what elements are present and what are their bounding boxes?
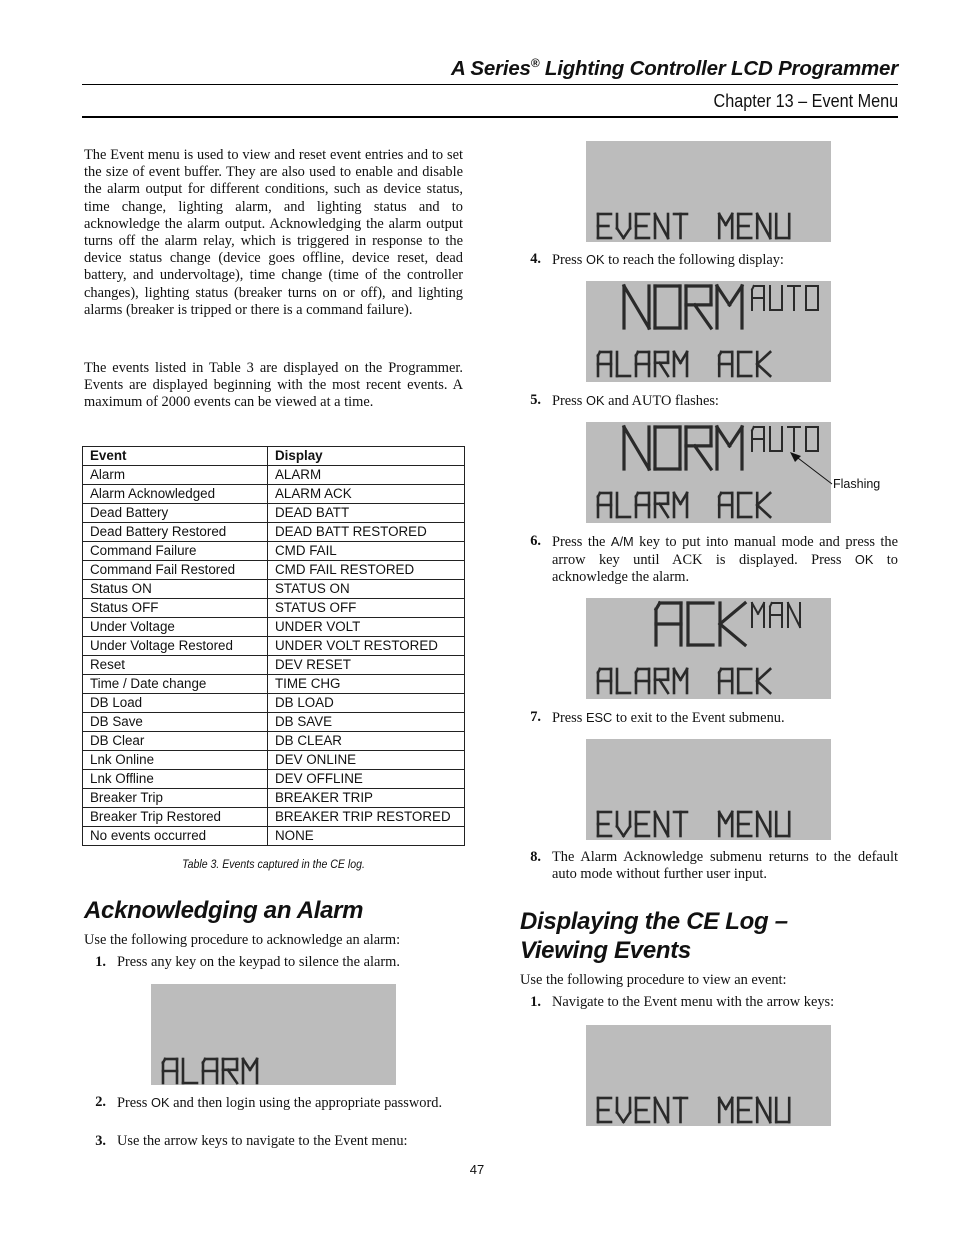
lcd-glyph-t	[674, 214, 687, 238]
table-caption: Table 3. Events captured in the CE log.	[182, 857, 365, 871]
flashing-pointer-arrow-icon	[780, 448, 836, 488]
lcd-glyph-o	[655, 427, 680, 469]
lcd-text-event-menu	[586, 141, 831, 242]
ack-intro: Use the following procedure to acknowledge an alarm:	[84, 932, 401, 948]
lcd-glyph-c	[738, 669, 751, 693]
lcd-glyph-a	[163, 1059, 177, 1083]
lcd-glyph-l	[617, 493, 630, 517]
lcd-glyph-n	[655, 1098, 668, 1122]
header-rule	[82, 84, 898, 85]
cell-event: Lnk Online	[83, 751, 268, 770]
header-rule-thick	[82, 116, 898, 118]
lcd-glyph-t	[788, 286, 800, 310]
table-row	[83, 732, 465, 751]
table-row	[83, 770, 465, 789]
table-row	[83, 561, 465, 580]
table-row	[83, 808, 465, 827]
cell-event: Status OFF	[83, 599, 268, 618]
celog-intro: Use the following procedure to view an event:	[520, 972, 787, 988]
lcd-display-ack-man	[586, 598, 831, 699]
lcd-glyph-a	[719, 352, 732, 376]
lcd-glyph-c	[688, 603, 713, 645]
cell-event: Command Fail Restored	[83, 561, 268, 580]
lcd-glyph-m	[674, 352, 687, 376]
lcd-glyph-k	[757, 669, 770, 693]
table-row	[83, 618, 465, 637]
cell-display: DEV RESET	[268, 656, 465, 675]
lcd-glyph-r	[223, 1059, 237, 1083]
table-row	[83, 675, 465, 694]
lcd-glyph-m	[243, 1059, 257, 1083]
lcd-glyph-u	[776, 214, 789, 238]
lcd-glyph-a	[636, 352, 649, 376]
table-row	[83, 637, 465, 656]
lcd-glyph-k	[757, 352, 770, 376]
lcd-glyph-n	[757, 214, 770, 238]
lcd-glyph-a	[598, 352, 611, 376]
cell-display: DB LOAD	[268, 694, 465, 713]
cell-event: No events occurred	[83, 827, 268, 846]
lcd-glyph-l	[617, 352, 630, 376]
cell-event: Status ON	[83, 580, 268, 599]
table-row	[83, 485, 465, 504]
lcd-glyph-m	[719, 812, 732, 836]
cell-display: STATUS ON	[268, 580, 465, 599]
cell-display: UNDER VOLT RESTORED	[268, 637, 465, 656]
lcd-glyph-n	[655, 214, 668, 238]
table-row	[83, 694, 465, 713]
lcd-glyph-r	[655, 352, 668, 376]
step-2: 2. Press OK and then login using the appropriate password.	[95, 1094, 443, 1111]
lcd-glyph-c	[738, 352, 751, 376]
lcd-glyph-m	[719, 1098, 732, 1122]
running-header-title: A Series® Lighting Controller LCD Programmer	[451, 56, 898, 80]
table-row	[83, 827, 465, 846]
lcd-glyph-e	[738, 214, 751, 238]
page-number: 47	[469, 1162, 485, 1177]
lcd-glyph-v	[617, 812, 630, 836]
cell-event: Under Voltage Restored	[83, 637, 268, 656]
lcd-glyph-a	[656, 603, 681, 645]
registered-mark: ®	[530, 56, 540, 70]
lcd-glyph-r	[686, 427, 711, 469]
column-header-event: Event	[83, 447, 268, 466]
lcd-glyph-r	[655, 493, 668, 517]
lcd-glyph-m	[674, 669, 687, 693]
cell-event: DB Load	[83, 694, 268, 713]
lcd-glyph-e	[636, 214, 649, 238]
cell-event: Command Failure	[83, 542, 268, 561]
key-am: A/M	[610, 534, 634, 549]
cell-display: ALARM ACK	[268, 485, 465, 504]
step-5: 5. Press OK and AUTO flashes:	[530, 392, 719, 409]
lcd-glyph-n	[655, 812, 668, 836]
cell-display: CMD FAIL	[268, 542, 465, 561]
column-header-display: Display	[268, 447, 465, 466]
lcd-glyph-k	[757, 493, 770, 517]
key-esc: ESC	[585, 710, 613, 725]
lcd-glyph-m	[674, 493, 687, 517]
cell-event: Breaker Trip Restored	[83, 808, 268, 827]
lcd-display-event-menu	[586, 141, 831, 242]
lcd-glyph-l	[183, 1059, 197, 1083]
lcd-glyph-u	[776, 812, 789, 836]
lcd-glyph-o	[806, 286, 818, 310]
lcd-glyph-t	[674, 1098, 687, 1122]
lcd-glyph-m	[719, 214, 732, 238]
lcd-glyph-v	[617, 214, 630, 238]
lcd-glyph-a	[770, 603, 782, 627]
cell-event: Dead Battery Restored	[83, 523, 268, 542]
cell-event: Reset	[83, 656, 268, 675]
lcd-glyph-e	[598, 214, 611, 238]
cell-display: NONE	[268, 827, 465, 846]
lcd-text-alarm	[151, 984, 396, 1085]
table-row	[83, 542, 465, 561]
intro-paragraph-2: The events listed in Table 3 are displayed on the Programmer. Events are displayed beginning with the most recent events. A maximum of 2000 events can be viewed at a time.	[84, 360, 463, 411]
table-row	[83, 523, 465, 542]
lcd-glyph-e	[636, 812, 649, 836]
chapter-header: Chapter 13 – Event Menu	[713, 91, 898, 111]
cell-display: TIME CHG	[268, 675, 465, 694]
cell-event: Alarm Acknowledged	[83, 485, 268, 504]
lcd-text-ack-man	[586, 598, 831, 699]
cell-event: Breaker Trip	[83, 789, 268, 808]
section-heading-ce-log: Displaying the CE Log – Viewing Events	[520, 908, 788, 964]
cell-display: UNDER VOLT	[268, 618, 465, 637]
table-row	[83, 466, 465, 485]
cell-display: DB SAVE	[268, 713, 465, 732]
lcd-glyph-o	[655, 286, 680, 328]
cell-display: BREAKER TRIP	[268, 789, 465, 808]
lcd-glyph-a	[636, 669, 649, 693]
key-ok: OK	[585, 252, 605, 267]
cell-event: Alarm	[83, 466, 268, 485]
table-row	[83, 789, 465, 808]
lcd-glyph-k	[720, 603, 745, 645]
cell-event: Under Voltage	[83, 618, 268, 637]
lcd-text-norm-auto	[586, 281, 831, 382]
table-row	[83, 599, 465, 618]
cell-event: Dead Battery	[83, 504, 268, 523]
cell-event: DB Clear	[83, 732, 268, 751]
step-3: 3. Use the arrow keys to navigate to the Event menu:	[95, 1133, 408, 1149]
table-header-row	[83, 447, 465, 466]
lcd-glyph-a	[752, 427, 764, 451]
flashing-label: Flashing	[833, 477, 881, 491]
lcd-text-event-menu-bottom	[586, 1025, 831, 1126]
cell-display: DEV OFFLINE	[268, 770, 465, 789]
lcd-glyph-a	[598, 493, 611, 517]
cell-display: BREAKER TRIP RESTORED	[268, 808, 465, 827]
lcd-glyph-m	[717, 286, 742, 328]
key-ok: OK	[585, 393, 605, 408]
lcd-glyph-c	[738, 493, 751, 517]
lcd-glyph-r	[686, 286, 711, 328]
lcd-glyph-e	[738, 812, 751, 836]
cell-display: ALARM	[268, 466, 465, 485]
section-heading-acknowledging: Acknowledging an Alarm	[84, 897, 364, 924]
lcd-glyph-a	[719, 669, 732, 693]
lcd-glyph-e	[598, 812, 611, 836]
lcd-glyph-t	[674, 812, 687, 836]
step-6: 6. Press the A/M key to put into manual mode and press the arrow key until ACK is displayed. Press OK to acknowledge the alarm.	[530, 533, 898, 585]
lcd-glyph-r	[655, 669, 668, 693]
key-ok: OK	[150, 1095, 170, 1110]
lcd-glyph-n	[624, 427, 649, 469]
cell-display: DEV ONLINE	[268, 751, 465, 770]
lcd-glyph-l	[617, 669, 630, 693]
lcd-display-event-menu-bottom	[586, 1025, 831, 1126]
cell-display: DEAD BATT RESTORED	[268, 523, 465, 542]
lcd-glyph-u	[770, 286, 782, 310]
lcd-glyph-n	[624, 286, 649, 328]
table-row	[83, 656, 465, 675]
table-row	[83, 713, 465, 732]
cell-display: STATUS OFF	[268, 599, 465, 618]
lcd-display-alarm	[151, 984, 396, 1085]
lcd-glyph-v	[617, 1098, 630, 1122]
step-1: 1. Press any key on the keypad to silence the alarm.	[95, 954, 400, 970]
lcd-glyph-m	[752, 603, 764, 627]
lcd-glyph-m	[717, 427, 742, 469]
step-8: 8. The Alarm Acknowledge submenu returns to the default auto mode without further user input.	[530, 849, 898, 882]
table-row	[83, 580, 465, 599]
lcd-glyph-a	[719, 493, 732, 517]
lcd-display-event-menu-return	[586, 739, 831, 840]
cell-display: DEAD BATT	[268, 504, 465, 523]
lcd-text-event-menu-return	[586, 739, 831, 840]
table-row	[83, 504, 465, 523]
cell-display: DB CLEAR	[268, 732, 465, 751]
lcd-glyph-a	[636, 493, 649, 517]
lcd-glyph-a	[752, 286, 764, 310]
lcd-glyph-e	[738, 1098, 751, 1122]
lcd-glyph-u	[776, 1098, 789, 1122]
step-7: 7. Press ESC to exit to the Event submenu.	[530, 709, 785, 726]
table-row	[83, 751, 465, 770]
step-4: 4. Press OK to reach the following display:	[530, 251, 784, 268]
cell-event: Time / Date change	[83, 675, 268, 694]
lcd-glyph-n	[788, 603, 800, 627]
cell-display: CMD FAIL RESTORED	[268, 561, 465, 580]
cell-event: Lnk Offline	[83, 770, 268, 789]
lcd-glyph-n	[757, 812, 770, 836]
lcd-glyph-n	[757, 1098, 770, 1122]
lcd-glyph-a	[598, 669, 611, 693]
lcd-glyph-e	[598, 1098, 611, 1122]
key-ok: OK	[854, 552, 874, 567]
events-table	[82, 446, 465, 846]
intro-paragraph-1: The Event menu is used to view and reset event entries and to set the size of event buffer. They are also used to enable and disable the alarm output for different conditions, such as device status, time change, lighting alarm, and lighting status and to acknowledge the alarm output. Acknowledging the alarm output turns off the alarm relay, which is triggered in response to the device status change (device goes offline, device reset, dead battery, and undervoltage), time change (time of the controller changes), lighting status (breaker turns on or off), and lighting alarms (breaker is tripped or there is a command failure).	[84, 147, 463, 318]
cell-event: DB Save	[83, 713, 268, 732]
lcd-display-norm-auto	[586, 281, 831, 382]
lcd-glyph-a	[203, 1059, 217, 1083]
celog-step-1: 1. Navigate to the Event menu with the arrow keys:	[530, 994, 835, 1010]
lcd-glyph-e	[636, 1098, 649, 1122]
